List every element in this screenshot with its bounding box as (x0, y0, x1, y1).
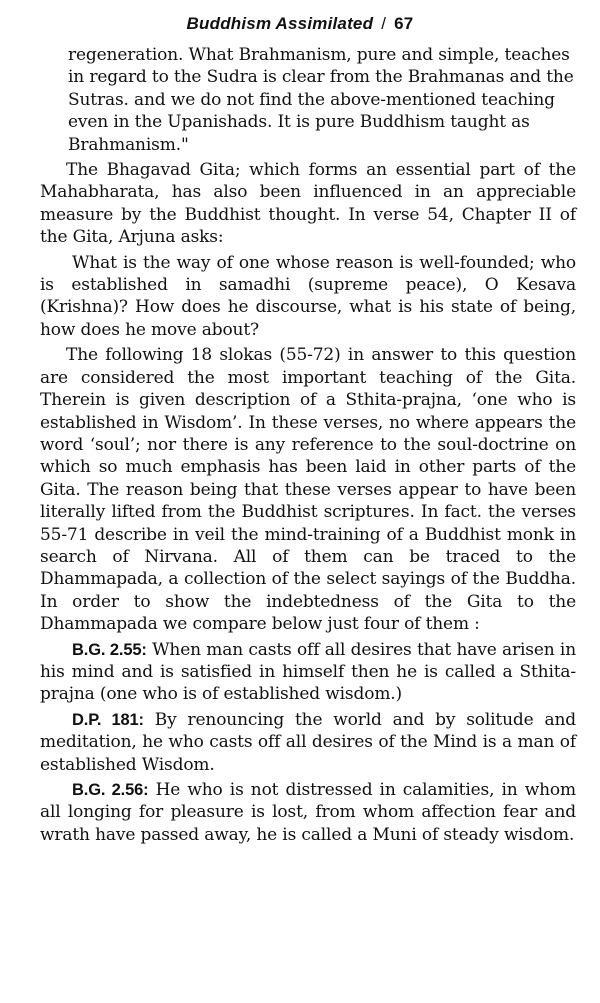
body-text (40, 44, 576, 849)
verse-comparison (40, 709, 576, 776)
chapter-title: Buddhism Assimilated (186, 14, 374, 33)
paragraph-bhagavad-gita: The Bhagavad Gita; which forms an essential part of the Mahabharata, has also been influenced in an appreciable measure by the Buddhist thought. In verse 54, Chapter II of the Gita, Arjuna asks: (40, 160, 576, 248)
arjuna-question-quote: What is the way of one whose reason is well-founded; who is established in samadhi (supreme peace), O Kesava (Krishna)? How does he discourse, what is his state of being, how does he move about? (40, 252, 576, 340)
paragraph-slokas: The following 18 slokas (55-72) in answer to this question are considered the most important teaching of the Gita. Therein is given description of a Sthita-prajna, ‘one who is established in Wisdom’. In these verses, no where appears the word ‘soul’; nor there is any reference to the soul-doctrine on which so much emphasis has been laid in other parts of the Gita. The reason being that these verses appear to have been literally lifted from the Buddhist scriptures. In fact. the verses 55-71 describe in veil the mind-training of a Buddhist monk in search of Nirvana. All of them can be traced to the Dhammapada, a collection of the select sayings of the Buddha. In order to show the indebtedness of the Gita to the Dhammapada we compare below just four of them : (40, 345, 576, 635)
verse-comparison (40, 779, 576, 846)
running-header (0, 14, 600, 34)
verse-reference: D.P. 181: (72, 710, 144, 729)
verse-text: When man casts off all desires that have arisen in his mind and is satisfied in himself then he is called a Sthita-prajna (one who is of established wisdom.) (40, 639, 576, 705)
header-separator: / (381, 14, 387, 33)
verse-comparison (40, 639, 576, 706)
verse-text: He who is not distressed in calamities, in whom all longing for pleasure is lost, from whom affection fear and wrath have passed away, he is called a Muni of steady wisdom. (40, 780, 576, 845)
verse-reference: B.G. 2.56: (72, 781, 149, 799)
quoted-passage-end: regeneration. What Brahmanism, pure and simple, teaches in regard to the Sudra is clear from the Brahmanas and the Sutras. and we do not find the above-mentioned teaching even in the Upanishads. It is pure Buddhism taught as Brahmanism." (68, 45, 574, 155)
verse-text: By renouncing the world and by solitude and meditation, he who casts off all desires of the Mind is a man of established Wisdom. (40, 709, 576, 775)
verse-reference: B.G. 2.55: (72, 640, 147, 659)
page-number: 67 (394, 14, 414, 33)
